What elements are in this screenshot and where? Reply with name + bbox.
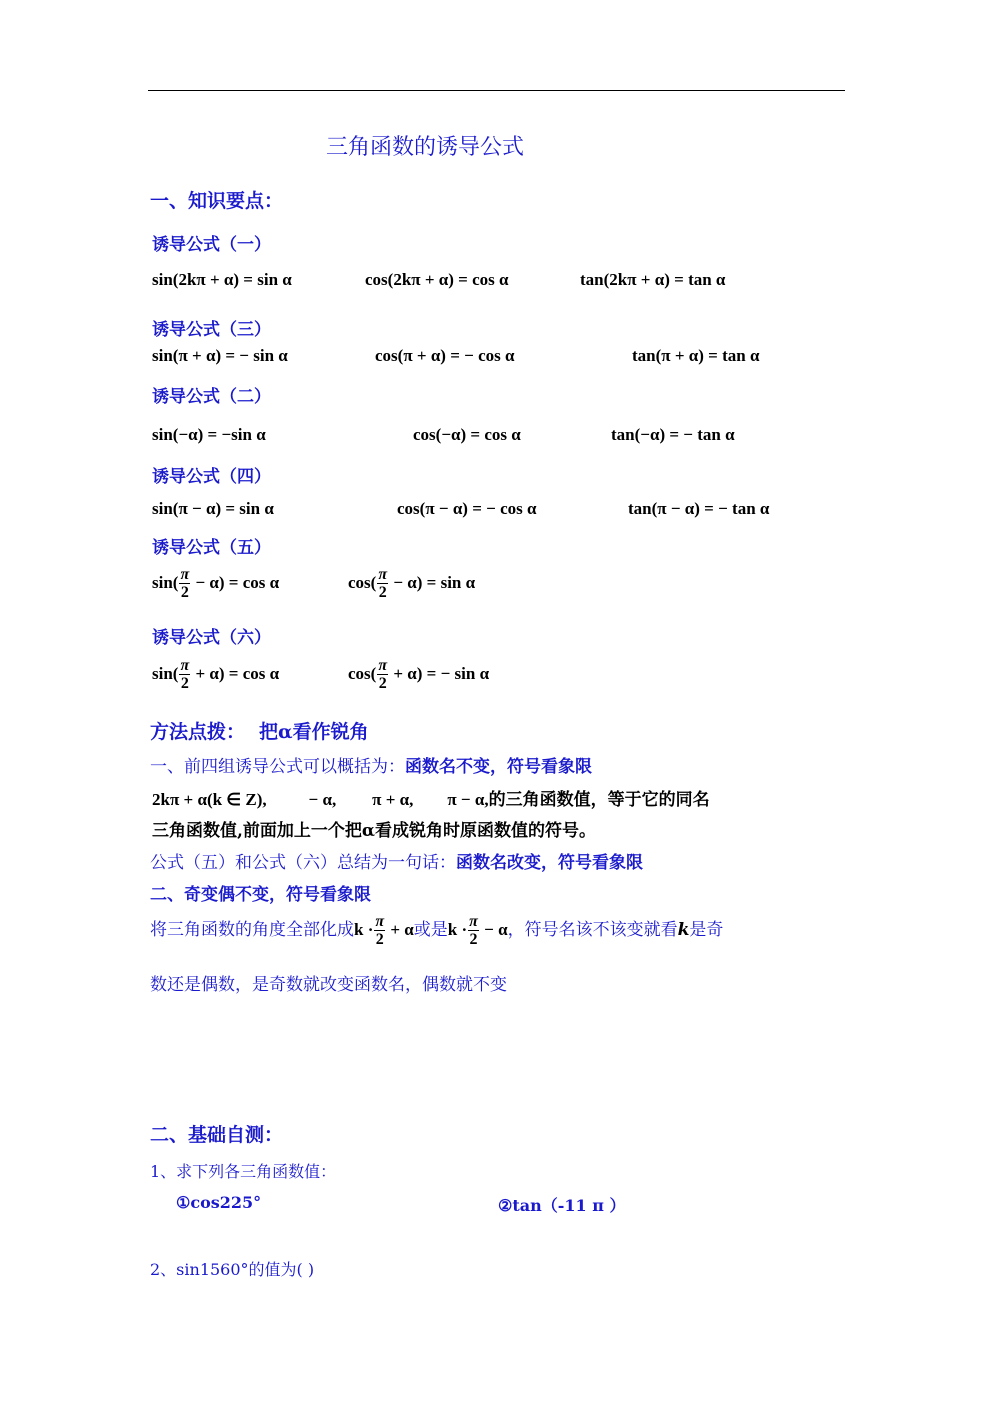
formula: cos(π + α) = − cos α [375, 346, 515, 365]
method-subheading: 二、奇变偶不变，符号看象限 [150, 885, 371, 905]
method-line-1: 一、前四组诱导公式可以概括为：函数名不变，符号看象限 [150, 757, 592, 777]
method-paragraph: 将三角函数的角度全部化成k · $\frac{\pi}{2}$ + α或是k · $\frac{\pi}{2}$ − α，符号名该不该变就看k是奇 [150, 913, 724, 948]
formula: tan(−α) = − tan α [611, 425, 735, 444]
formula-frac: cos( $\frac{\pi}{2}$ − α) = sin α [348, 566, 476, 601]
formula: sin(π + α) = − sin α [152, 346, 288, 365]
method-line-4: 公式（五）和公式（六）总结为一句话：函数名改变，符号看象限 [150, 853, 643, 873]
section-heading-selftest: 二、基础自测： [150, 1124, 284, 1146]
page-title: 三角函数的诱导公式 [326, 135, 525, 160]
group-label: 诱导公式（五） [152, 538, 271, 558]
formula: sin(π − α) = sin α [152, 499, 274, 518]
formula: cos(2kπ + α) = cos α [365, 270, 509, 289]
group-label: 诱导公式（六） [152, 628, 271, 648]
question-2: 2、sin1560°的值为( ) [150, 1260, 315, 1279]
formula: sin(2kπ + α) = sin α [152, 270, 292, 289]
formula: tan(π + α) = tan α [632, 346, 760, 365]
formula: cos(π − α) = − cos α [397, 499, 537, 518]
method-line-3: 三角函数值,前面加上一个把α看成锐角时原函数值的符号。 [152, 821, 596, 841]
formula: tan(2kπ + α) = tan α [580, 270, 726, 289]
formula: sin(−α) = −sin α [152, 425, 266, 444]
formula: cos(−α) = cos α [413, 425, 521, 444]
question-1a: ①cos225° [176, 1193, 262, 1212]
formula-frac: sin( $\frac{\pi}{2}$ + α) = cos α [152, 657, 280, 692]
group-label: 诱导公式（二） [152, 387, 271, 407]
formula-frac: sin( $\frac{\pi}{2}$ − α) = cos α [152, 566, 280, 601]
group-label: 诱导公式（一） [152, 235, 271, 255]
question-1: 1、求下列各三角函数值： [150, 1162, 337, 1181]
group-label: 诱导公式（三） [152, 320, 271, 340]
group-label: 诱导公式（四） [152, 467, 271, 487]
method-paragraph-2: 数还是偶数，是奇数就改变函数名，偶数就不变 [150, 975, 507, 995]
header-rule [148, 90, 845, 91]
formula-frac: cos( $\frac{\pi}{2}$ + α) = − sin α [348, 657, 490, 692]
question-1b: ②tan（-11 π ） [498, 1196, 626, 1215]
section-heading-knowledge: 一、知识要点： [150, 190, 284, 212]
method-heading: 方法点拨： 把α看作锐角 [150, 721, 369, 743]
method-line-2: 2kπ + α(k ∈ Z), − α, π + α, π − α,的三角函数值，等于它的同名 [152, 790, 710, 810]
formula: tan(π − α) = − tan α [628, 499, 770, 518]
